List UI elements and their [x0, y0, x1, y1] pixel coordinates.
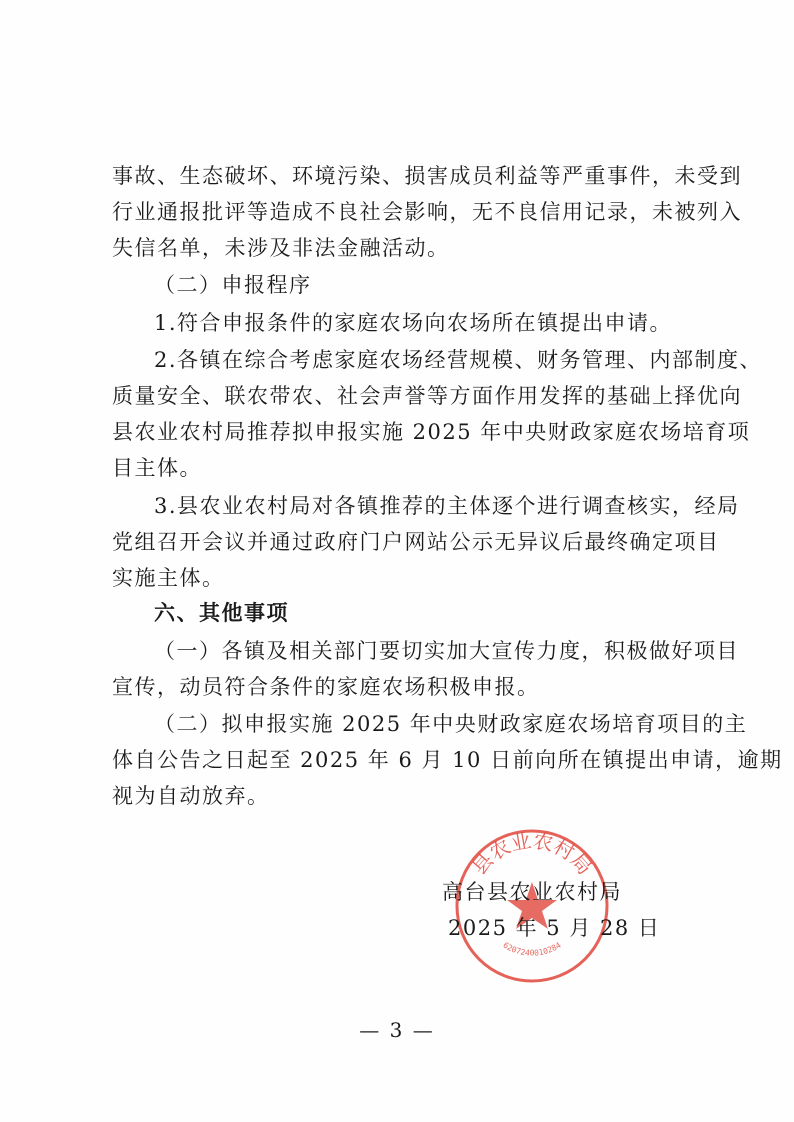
paragraph-conditions-continued [112, 158, 742, 266]
body-line: 宣传，动员符合条件的家庭农场积极申报。 [112, 675, 540, 699]
paragraph-other-1 [112, 633, 739, 705]
body-line: 县农业农村局推荐拟申报实施 2025 年中央财政家庭农场培育项 [112, 420, 751, 444]
section-heading-other-matters [154, 595, 734, 631]
body-line: 失信名单，未涉及非法金融活动。 [112, 236, 450, 260]
body-line: （二）拟申报实施 2025 年中央财政家庭农场培育项目的主 [154, 712, 748, 736]
body-line: （一）各镇及相关部门要切实加大宣传力度，积极做好项目 [154, 639, 739, 663]
body-line: 行业通报批评等造成不良社会影响，无不良信用记录，未被列入 [112, 200, 742, 224]
body-line: 2.各镇在综合考虑家庭农场经营规模、财务管理、内部制度、 [154, 348, 763, 372]
subheading-application-procedure [154, 267, 734, 303]
page-number: — 3 — [359, 1018, 435, 1042]
paragraph-other-2 [112, 706, 783, 814]
body-line: 质量安全、联农带农、社会声誉等方面作用发挥的基础上择优向 [112, 384, 742, 408]
paragraph-step-2 [112, 342, 763, 486]
section-heading: 六、其他事项 [154, 600, 289, 625]
paragraph-step-1 [154, 305, 734, 341]
body-line: 目主体。 [112, 456, 202, 480]
body-line: 3.县农业农村局对各镇推荐的主体逐个进行调查核实，经局 [154, 494, 740, 518]
seal-text: 县农业农村局 [466, 828, 598, 880]
signature-block [442, 874, 660, 946]
body-line: 1.符合申报条件的家庭农场向农场所在镇提出申请。 [154, 311, 673, 335]
body-line: 视为自动放弃。 [112, 784, 270, 808]
seal-code: 6207240010284 [501, 940, 563, 958]
body-line: 体自公告之日起至 2025 年 6 月 10 日前向所在镇提出申请，逾期 [112, 748, 783, 772]
body-line: 事故、生态破坏、环境污染、损害成员利益等严重事件，未受到 [112, 164, 742, 188]
body-line: 党组召开会议并通过政府门户网站公示无异议后最终确定项目 [112, 530, 720, 554]
body-line: 实施主体。 [112, 566, 225, 590]
signing-organization: 高台县农业农村局 [442, 880, 622, 904]
paragraph-step-3 [112, 488, 740, 596]
subheading: （二）申报程序 [154, 273, 312, 297]
signing-date: 2025 年 5 月 28 日 [448, 916, 661, 940]
